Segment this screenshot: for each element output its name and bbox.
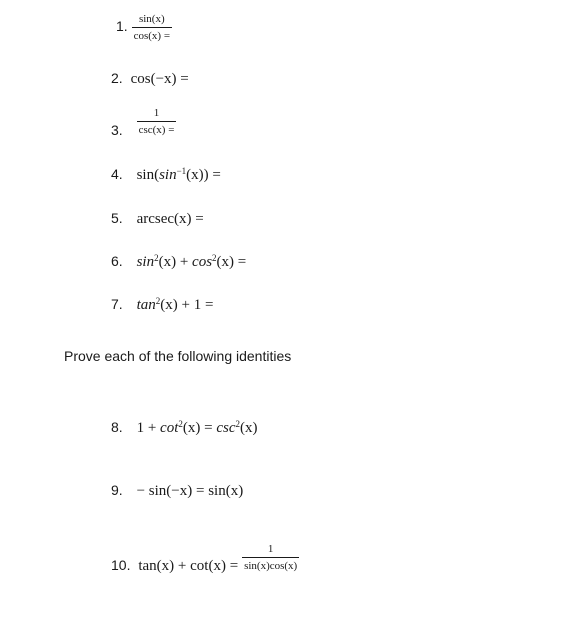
problem-expression: [137, 297, 214, 313]
problem-4: [111, 166, 221, 183]
problem-expression: [137, 420, 258, 436]
problem-7: [111, 296, 213, 313]
equals-sign: =: [168, 124, 175, 136]
problem-expression: − sin(−x) = sin(x): [136, 483, 244, 499]
expr-part: (x) =: [216, 254, 247, 270]
fraction: [137, 106, 177, 137]
equals-sign: =: [163, 30, 171, 42]
problem-number: 10.: [111, 557, 131, 574]
problem-2: [111, 70, 189, 87]
problem-number: 8.: [111, 419, 123, 435]
fraction-denominator: [137, 122, 177, 137]
problem-number: 9.: [111, 482, 123, 498]
expr-part: (x) +: [158, 254, 193, 270]
fraction-denominator: [132, 28, 172, 43]
expr-superscript: −1: [176, 166, 187, 176]
expr-part: sin(: [136, 167, 160, 183]
expr-superscript: 2: [154, 253, 159, 263]
expr-part: (x) + 1 =: [160, 297, 214, 313]
problem-5: [111, 210, 204, 227]
problem-number: 4.: [111, 166, 123, 182]
expr-part: 1 +: [136, 420, 161, 436]
expr-superscript: 2: [178, 419, 183, 429]
problem-number: 5.: [111, 210, 123, 226]
problem-3: [111, 106, 176, 138]
problem-number: 1.: [116, 18, 128, 35]
expr-part: (x) =: [182, 420, 217, 436]
expr-function: sin: [159, 167, 177, 183]
problem-expression: cos(−x) =: [130, 71, 189, 87]
problem-lhs: tan(x) + cot(x) =: [138, 558, 239, 575]
expr-superscript: 2: [235, 419, 240, 429]
expr-function: cos: [192, 254, 213, 270]
section-heading: Prove each of the following identities: [64, 348, 292, 364]
problem-8: [111, 419, 257, 436]
fraction-denominator: sin(x)cos(x): [244, 560, 298, 572]
expr-part: (x)) =: [186, 167, 221, 183]
denominator-text: csc(x): [138, 124, 166, 136]
denominator-text: cos(x): [133, 30, 162, 42]
problem-1: [116, 12, 172, 43]
problem-number: 6.: [111, 253, 123, 269]
problem-10: [111, 542, 299, 574]
problem-number: 7.: [111, 296, 123, 312]
problem-number: 3.: [111, 122, 123, 139]
problem-expression: [137, 167, 221, 183]
expr-function: sin: [136, 254, 155, 270]
problem-number: 2.: [111, 70, 123, 86]
expr-function: csc: [216, 420, 236, 436]
problem-expression: arcsec(x) =: [136, 211, 204, 227]
expr-part: (x): [239, 420, 258, 436]
expr-superscript: 2: [155, 296, 161, 306]
fraction-numerator: 1: [137, 106, 177, 122]
problem-9: [111, 482, 243, 499]
expr-function: tan: [136, 297, 156, 313]
fraction-numerator: sin(x): [132, 12, 172, 28]
problem-expression: [137, 254, 247, 270]
expr-superscript: 2: [212, 253, 217, 263]
problem-6: [111, 253, 246, 270]
fraction: [132, 12, 172, 43]
expr-function: cot: [160, 420, 179, 436]
fraction: [242, 542, 299, 573]
fraction-numerator: 1: [242, 542, 299, 558]
